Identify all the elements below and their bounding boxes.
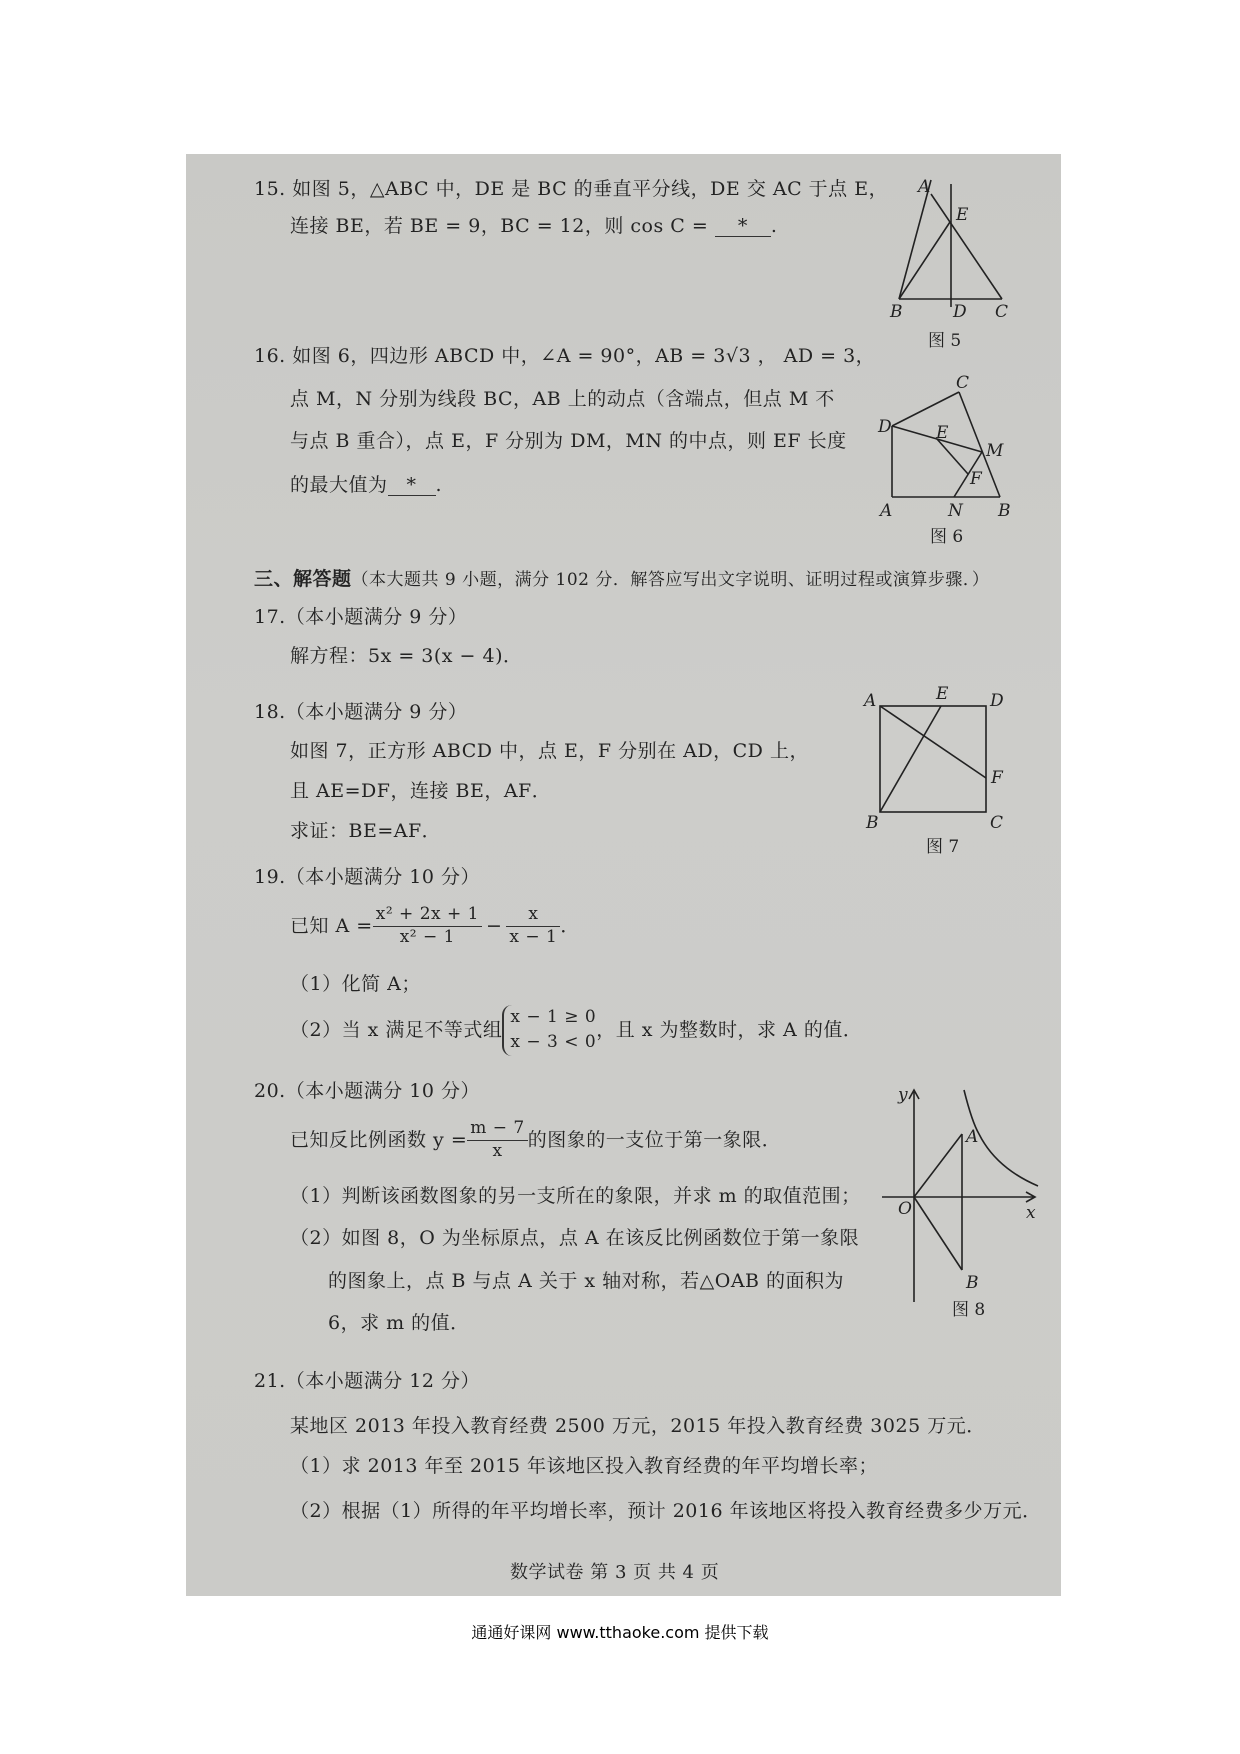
q21-part1: （1）求 2013 年至 2015 年该地区投入教育经费的年平均增长率； <box>290 1455 878 1477</box>
q19-head: 19.（本小题满分 10 分） <box>254 866 480 888</box>
fig6-label-d: D <box>878 417 892 437</box>
figure-8 <box>876 1082 1046 1322</box>
fig6-label-n: N <box>948 501 963 521</box>
q20-line1-text: 已知反比例函数 y = <box>290 1128 468 1151</box>
fig7-label-c: C <box>990 813 1004 833</box>
q18-line1: 如图 7，正方形 ABCD 中，点 E，F 分别在 AD，CD 上， <box>290 740 809 762</box>
q19-known-label: 已知 A = <box>290 914 373 937</box>
section3-heading <box>254 570 989 589</box>
fig7-label-a: A <box>864 691 877 711</box>
q20-part2-line1: （2）如图 8，O 为坐标原点，点 A 在该反比例函数位于第一象限 <box>290 1227 860 1249</box>
section3-title: 三、解答题 <box>254 568 352 590</box>
q20-line1-end: 的图象的一支位于第一象限． <box>527 1128 782 1151</box>
fig7-label-b: B <box>866 813 879 833</box>
fig7-caption: 图 7 <box>926 837 960 857</box>
fig8-label-b: B <box>966 1273 979 1293</box>
q19-frac1-numerator: x² + 2x + 1 <box>373 904 482 926</box>
fig5-label-e: E <box>956 205 969 225</box>
q19-inequality-2: x − 3 < 0 <box>510 1032 597 1052</box>
q18-head: 18.（本小题满分 9 分） <box>254 701 468 723</box>
fig8-segment-ob <box>914 1197 962 1270</box>
fig8-label-o: O <box>898 1199 912 1219</box>
q19-part2-text: （2）当 x 满足不等式组 <box>290 1018 503 1041</box>
fig7-label-e: E <box>936 684 949 704</box>
page-footer: 数学试卷 第 3 页 共 4 页 <box>510 1562 720 1583</box>
q19-part2-end: ，且 x 为整数时，求 A 的值． <box>596 1018 863 1041</box>
q19-inequality-system <box>502 1005 596 1056</box>
q16-line2: 点 M，N 分别为线段 BC，AB 上的动点（含端点，但点 M 不 <box>290 388 835 410</box>
fig8-label-a: A <box>966 1127 979 1147</box>
fig8-segment-oa <box>914 1134 962 1197</box>
q16-answer-blank: * <box>388 476 436 496</box>
figure-6 <box>878 373 1028 547</box>
q16-line4 <box>290 476 442 496</box>
q19-part1: （1）化简 A； <box>290 973 421 995</box>
q20-line1 <box>290 1110 781 1170</box>
q19-inequality-1: x − 1 ≥ 0 <box>510 1006 597 1027</box>
q16-line3: 与点 B 重合），点 E，F 分别为 DM，MN 的中点，则 EF 长度 <box>290 430 847 452</box>
fig6-caption: 图 6 <box>930 527 964 547</box>
q20-frac-denominator: x <box>492 1140 503 1161</box>
q19-frac2-numerator: x <box>506 904 560 926</box>
fig7-square <box>880 706 986 812</box>
q20-head: 20.（本小题满分 10 分） <box>254 1080 480 1102</box>
q21-part2: （2）根据（1）所得的年平均增长率，预计 2016 年该地区将投入教育经费多少万元． <box>290 1500 1042 1522</box>
q20-part1: （1）判断该函数图象的另一支所在的象限，并求 m 的取值范围； <box>290 1185 861 1207</box>
q15-answer-blank: * <box>715 217 771 237</box>
q18-line3: 求证：BE=AF． <box>290 820 442 842</box>
fig5-label-b: B <box>890 302 903 322</box>
fig7-label-f: F <box>991 768 1003 788</box>
fig8-label-y: y <box>898 1085 908 1105</box>
q19-minus: − <box>485 914 503 937</box>
q19-end: ． <box>560 914 580 937</box>
fig7-segment-be <box>880 706 941 812</box>
fig5-label-c: C <box>995 302 1009 322</box>
fig7-segment-af <box>880 706 986 778</box>
q19-fraction-2 <box>506 904 560 948</box>
q15-line2-text: 连接 BE，若 BE = 9，BC = 12，则 cos C = <box>290 215 715 237</box>
q19-frac1-denominator: x² − 1 <box>399 926 455 947</box>
q16-line4-text: 的最大值为 <box>290 474 388 496</box>
q21-head: 21.（本小题满分 12 分） <box>254 1370 480 1392</box>
q19-frac2-denominator: x − 1 <box>509 926 558 947</box>
q17-body: 解方程：5x = 3(x − 4)． <box>290 645 523 667</box>
fig6-label-m: M <box>986 441 1004 461</box>
fig7-label-d: D <box>990 691 1004 711</box>
q19-expression <box>290 896 580 956</box>
q19-part2 <box>290 1000 862 1060</box>
fig5-caption: 图 5 <box>928 331 962 351</box>
q16-line1: 16. 如图 6，四边形 ABCD 中，∠A = 90°，AB = 3√3 ， AD = 3， <box>254 345 876 367</box>
fig6-label-e: E <box>936 423 949 443</box>
fig6-label-b: B <box>998 501 1011 521</box>
q20-part2-line3: 6，求 m 的值． <box>328 1312 470 1334</box>
q15-line2-end: . <box>770 215 778 237</box>
fig6-label-c: C <box>956 373 970 393</box>
q20-part2-line2: 的图象上，点 B 与点 A 关于 x 轴对称，若△OAB 的面积为 <box>328 1270 845 1292</box>
fig6-label-f: F <box>970 469 982 489</box>
fig8-label-x: x <box>1026 1203 1036 1223</box>
fig5-label-a: A <box>918 177 931 197</box>
q20-fraction <box>467 1118 528 1162</box>
q21-line1: 某地区 2013 年投入教育经费 2500 万元，2015 年投入教育经费 3025 万元． <box>290 1415 986 1437</box>
section3-note: （本大题共 9 小题，满分 102 分．解答应写出文字说明、证明过程或演算步骤．） <box>351 570 990 590</box>
fig5-side-ab <box>899 180 931 299</box>
q16-line4-end: . <box>435 474 443 496</box>
q19-fraction-1 <box>373 904 482 948</box>
fig6-label-a: A <box>880 501 893 521</box>
q20-frac-numerator: m − 7 <box>467 1118 528 1140</box>
fig5-label-d: D <box>953 302 967 322</box>
q15-line1: 15. 如图 5，△ABC 中，DE 是 BC 的垂直平分线，DE 交 AC 于点 E， <box>254 178 889 200</box>
q15-line2 <box>290 217 777 237</box>
figure-5 <box>890 177 1020 360</box>
figure-7 <box>860 686 1010 856</box>
fig8-caption: 图 8 <box>952 1300 986 1320</box>
fig6-side-dc <box>892 392 959 426</box>
q18-line2: 且 AE=DF，连接 BE，AF． <box>290 780 552 802</box>
q17-head: 17.（本小题满分 9 分） <box>254 606 468 628</box>
fig5-segment-be <box>899 222 950 299</box>
download-note: 通通好课网 www.tthaoke.com 提供下载 <box>471 1623 769 1642</box>
